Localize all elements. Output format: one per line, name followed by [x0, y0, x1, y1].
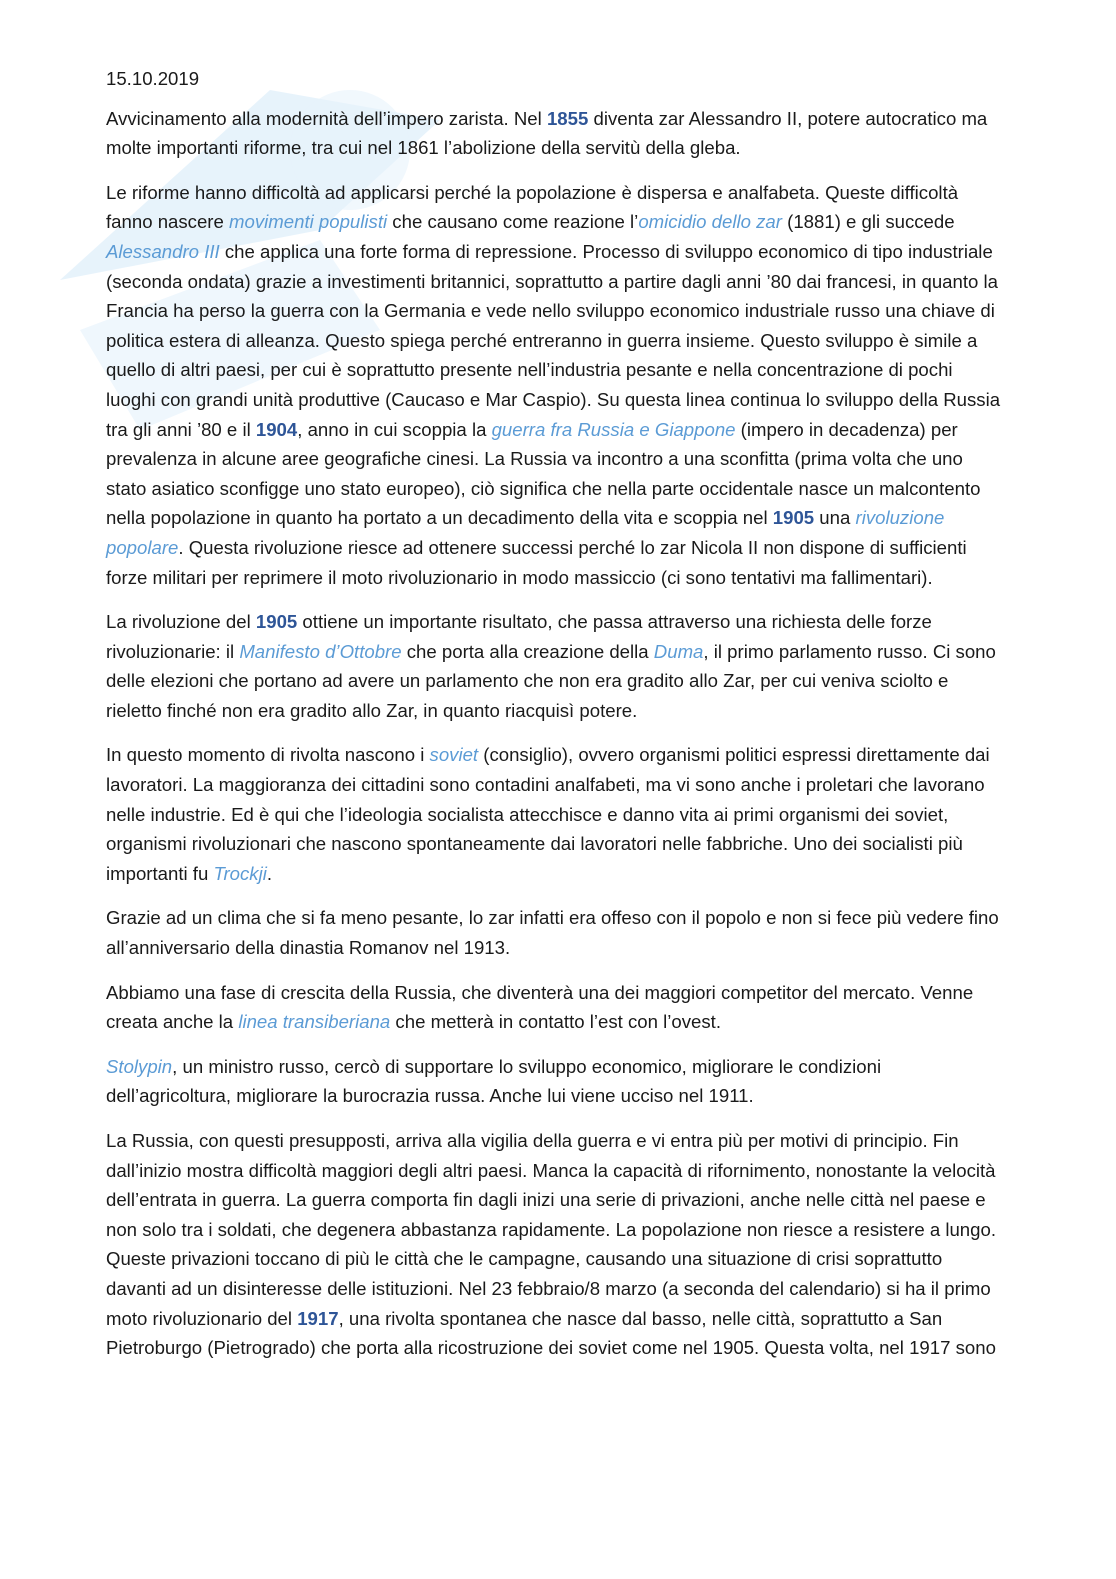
paragraph — [106, 1126, 1006, 1363]
year-highlight: 1917 — [297, 1307, 339, 1329]
keyword-highlight: omicidio dello zar — [638, 211, 782, 233]
keyword-highlight: Alessandro III — [106, 240, 220, 262]
keyword-highlight: movimenti populisti — [229, 211, 388, 233]
keyword-highlight: soviet — [429, 744, 479, 766]
text-run: che porta alla creazione della — [401, 640, 654, 662]
year-highlight: 1905 — [772, 507, 815, 529]
document-body — [106, 104, 1006, 1363]
year-highlight: 1904 — [255, 418, 298, 440]
paragraph — [106, 1052, 1006, 1111]
paragraph — [106, 740, 1006, 888]
document-page — [106, 64, 1006, 1378]
text-run: La rivoluzione del — [106, 611, 256, 633]
keyword-highlight: Duma — [653, 640, 704, 662]
keyword-highlight: guerra fra Russia e Giappone — [491, 418, 736, 440]
keyword-highlight: Manifesto d’Ottobre — [239, 640, 402, 662]
paragraph — [106, 104, 1006, 163]
text-run: Avvicinamento alla modernità dell’impero zarista. Nel — [106, 107, 547, 129]
year-highlight: 1855 — [546, 107, 589, 129]
text-run: Le riforme hanno difficoltà ad applicarsi perché la popolazione è dispersa e analfabeta. Queste difficoltà fanno nascere — [106, 181, 959, 233]
text-run: una — [814, 507, 856, 529]
text-run: (consiglio), ovvero organismi politici espressi direttamente dai lavoratori. La maggioranza dei cittadini sono contadini analfabeti, ma vi sono anche i proletari che lavorano nelle industrie. Ed è qui che l’ideologia socialista attecchisce e danno vita ai primi organismi dei soviet, organismi rivoluzionari che nascono spontaneamente dai lavoratori nelle fabbriche. Uno dei socialisti più importanti fu — [106, 744, 990, 884]
paragraph — [106, 178, 1006, 592]
text-run: , anno in cui scoppia la — [297, 418, 492, 440]
text-run: La Russia, con questi presupposti, arriva alla vigilia della guerra e vi entra più per motivi di principio. Fin dall’inizio mostra difficoltà maggiori degli altri paesi. Manca la capacità di rifornimento, nonostante la velocità dell’entrata in guerra. La guerra comporta fin dagli inizi una serie di privazioni, anche nelle città nel paese e non solo tra i soldati, che degenera abbastanza rapidamente. La popolazione non riesce a resistere a lungo. Queste privazioni toccano di più le città che le campagne, causando una situazione di crisi soprattutto davanti ad un disinteresse delle istituzioni. Nel 23 febbraio/8 marzo (a seconda del calendario) si ha il primo moto rivoluzionario del — [106, 1130, 996, 1329]
paragraph — [106, 903, 1006, 962]
keyword-highlight: Stolypin — [106, 1055, 173, 1077]
text-run: , un ministro russo, cercò di supportare lo sviluppo economico, migliorare le condizioni dell’agricoltura, migliorare la burocrazia russa. Anche lui viene ucciso nel 1911. — [106, 1055, 882, 1107]
text-run: . — [266, 862, 273, 884]
text-run: che metterà in contatto l’est con l’ovest. — [390, 1011, 721, 1033]
keyword-highlight: rivoluzione popolare — [106, 507, 945, 558]
text-run: (impero in decadenza) per prevalenza in alcune aree geografiche cinesi. La Russia va incontro a una sconfitta (prima volta che uno stato asiatico sconfigge uno stato europeo), ciò significa che nella parte occidentale nasce un malcontento nella popolazione in quanto ha portato a un decadimento della vita e scoppia nel — [106, 418, 981, 529]
paragraph — [106, 607, 1006, 725]
text-run: . Questa rivoluzione riesce ad ottenere successi perché lo zar Nicola II non dispone di sufficienti forze militari per reprimere il moto rivoluzionario in modo massiccio (ci sono tentativi ma fallimentari). — [106, 536, 967, 588]
text-run: (1881) e gli succede — [781, 211, 955, 233]
text-run: , una rivolta spontanea che nasce dal basso, nelle città, soprattutto a San Pietroburgo (Pietrogrado) che porta alla ricostruzione dei soviet come nel 1905. Questa volta, nel 1917 sono — [106, 1307, 996, 1359]
year-highlight: 1905 — [255, 611, 298, 633]
text-run: che applica una forte forma di repressione. Processo di sviluppo economico di tipo industriale (seconda ondata) grazie a investimenti britannici, soprattutto a partire dagli anni ’80 dai francesi, in quanto la Francia ha perso la guerra con la Germania e vede nello sviluppo economico industriale russo una chiave di politica estera di alleanza. Questo spiega perché entreranno in guerra insieme. Questo sviluppo è simile a quello di altri paesi, per cui è soprattutto presente nell’industria pesante e nella concentrazione di pochi luoghi con grandi unità produttive (Caucaso e Mar Caspio). Su questa linea continua lo sviluppo della Russia tra gli anni ’80 e il — [106, 240, 1001, 440]
text-run: che causano come reazione l’ — [387, 211, 639, 233]
text-run: , il primo parlamento russo. Ci sono delle elezioni che portano ad avere un parlamento che non era gradito allo Zar, per cui veniva sciolto e rieletto finché non era gradito allo Zar, in quanto riacquisì potere. — [106, 640, 996, 721]
paragraph — [106, 978, 1006, 1037]
keyword-highlight: linea transiberiana — [238, 1011, 391, 1033]
text-run: Abbiamo una fase di crescita della Russia, che diventerà una dei maggiori competitor del mercato. Venne creata anche la — [106, 981, 974, 1033]
text-run: diventa zar Alessandro II, potere autocratico ma molte importanti riforme, tra cui nel 1861 l’abolizione della servitù della gleba. — [106, 107, 988, 159]
text-run: ottiene un importante risultato, che passa attraverso una richiesta delle forze rivoluzionarie: il — [106, 611, 932, 662]
keyword-highlight: Trockji — [213, 862, 267, 884]
text-run: Grazie ad un clima che si fa meno pesante, lo zar infatti era offeso con il popolo e non si fece più vedere fino all’anniversario della dinastia Romanov nel 1913. — [106, 907, 999, 959]
document-date: 15.10.2019 — [106, 68, 200, 89]
text-run: In questo momento di rivolta nascono i — [106, 744, 430, 766]
